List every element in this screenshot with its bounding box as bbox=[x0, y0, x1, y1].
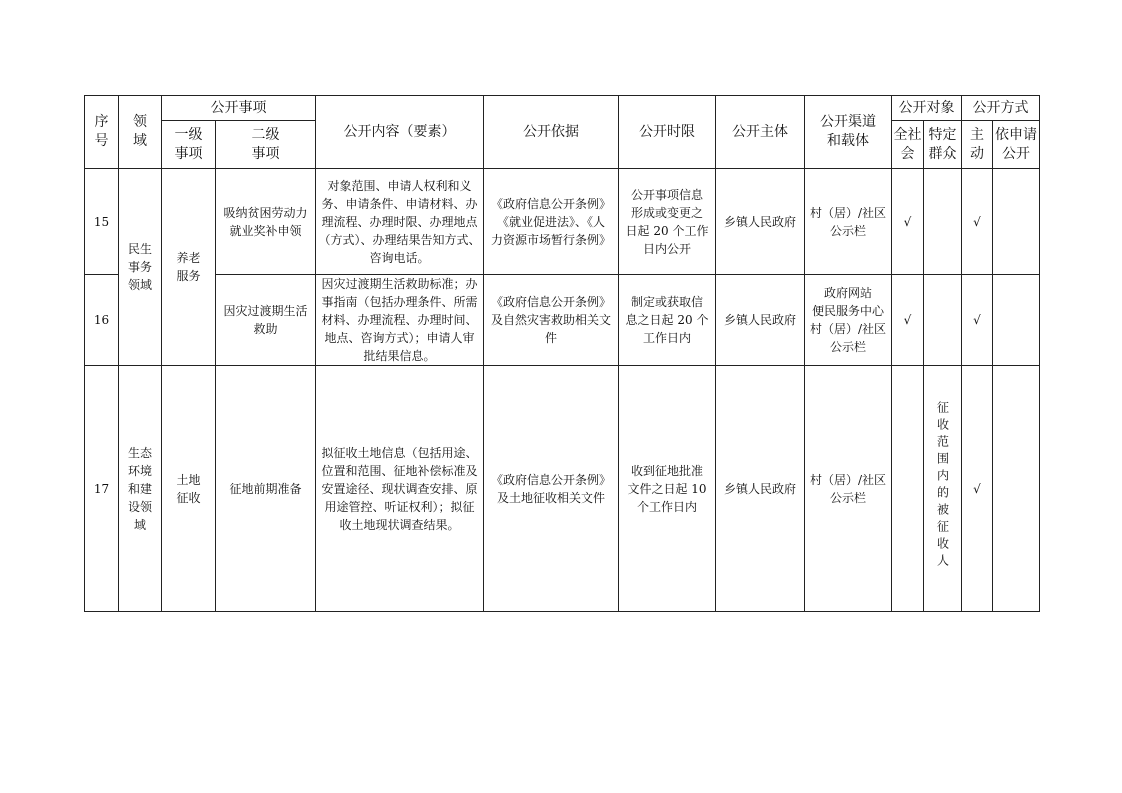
row-target-specific bbox=[924, 366, 962, 612]
header-target-all: 全社 会 bbox=[892, 121, 924, 169]
row-target-all: √ bbox=[892, 169, 924, 275]
header-level1: 一级 事项 bbox=[162, 121, 216, 169]
row-subject: 乡镇人民政府 bbox=[716, 275, 805, 366]
row-time-limit: 公开事项信息 形成或变更之 日起 20 个工作 日内公开 bbox=[619, 169, 716, 275]
row-target-specific bbox=[924, 169, 962, 275]
row-level1: 养老 服务 bbox=[162, 169, 216, 366]
row-content: 因灾过渡期生活救助标准；办 事指南（包括办理条件、所需 材料、办理流程、办理时间、 地点、咨询方式）；申请人审 批结果信息。 bbox=[316, 275, 484, 366]
row-basis: 《政府信息公开条例》 及自然灾害救助相关文 件 bbox=[484, 275, 619, 366]
row-seq: 16 bbox=[85, 275, 119, 366]
row-target-specific-text: 征收范围内的被征收人 bbox=[935, 401, 950, 571]
table-row bbox=[85, 275, 1040, 366]
row-level2: 征地前期准备 bbox=[216, 366, 316, 612]
row-domain: 生态 环境 和建 设领 域 bbox=[119, 366, 162, 612]
row-subject: 乡镇人民政府 bbox=[716, 366, 805, 612]
row-time-limit: 制定或获取信 息之日起 20 个 工作日内 bbox=[619, 275, 716, 366]
header-target: 公开对象 bbox=[892, 96, 962, 121]
row-seq: 15 bbox=[85, 169, 119, 275]
row-level2: 吸纳贫困劳动力 就业奖补申领 bbox=[216, 169, 316, 275]
row-target-all bbox=[892, 366, 924, 612]
row-method-active: √ bbox=[962, 275, 993, 366]
header-seq: 序 号 bbox=[85, 96, 119, 169]
row-seq: 17 bbox=[85, 366, 119, 612]
header-level2: 二级 事项 bbox=[216, 121, 316, 169]
row-channel: 政府网站 便民服务中心 村（居）/社区 公示栏 bbox=[805, 275, 892, 366]
row-domain: 民生 事务 领域 bbox=[119, 169, 162, 366]
header-method: 公开方式 bbox=[962, 96, 1040, 121]
header-basis: 公开依据 bbox=[484, 96, 619, 169]
row-target-specific bbox=[924, 275, 962, 366]
header-channel: 公开渠道 和载体 bbox=[805, 96, 892, 169]
row-channel: 村（居）/社区 公示栏 bbox=[805, 366, 892, 612]
header-target-specific: 特定 群众 bbox=[924, 121, 962, 169]
row-method-active: √ bbox=[962, 169, 993, 275]
header-subject: 公开主体 bbox=[716, 96, 805, 169]
row-method-apply bbox=[993, 366, 1040, 612]
table-row bbox=[85, 169, 1040, 275]
row-content: 对象范围、申请人权利和义 务、申请条件、申请材料、办 理流程、办理时限、办理地点 （方式）、办理结果告知方式、 咨询电话。 bbox=[316, 169, 484, 275]
row-time-limit: 收到征地批准 文件之日起 10 个工作日内 bbox=[619, 366, 716, 612]
table-row bbox=[85, 366, 1040, 612]
row-method-active: √ bbox=[962, 366, 993, 612]
row-basis: 《政府信息公开条例》 《就业促进法》、《人 力资源市场暂行条例》 bbox=[484, 169, 619, 275]
row-basis: 《政府信息公开条例》 及土地征收相关文件 bbox=[484, 366, 619, 612]
row-method-apply bbox=[993, 275, 1040, 366]
row-target-all: √ bbox=[892, 275, 924, 366]
header-domain: 领 域 bbox=[119, 96, 162, 169]
header-method-active: 主 动 bbox=[962, 121, 993, 169]
row-channel: 村（居）/社区 公示栏 bbox=[805, 169, 892, 275]
public-disclosure-table bbox=[84, 95, 1040, 612]
row-subject: 乡镇人民政府 bbox=[716, 169, 805, 275]
row-level1: 土地 征收 bbox=[162, 366, 216, 612]
header-public-item: 公开事项 bbox=[162, 96, 316, 121]
header-method-apply: 依申请 公开 bbox=[993, 121, 1040, 169]
row-content: 拟征收土地信息（包括用途、 位置和范围、征地补偿标准及 安置途径、现状调查安排、原 用途管控、听证权利）；拟征 收土地现状调查结果。 bbox=[316, 366, 484, 612]
header-time-limit: 公开时限 bbox=[619, 96, 716, 169]
header-content: 公开内容（要素） bbox=[316, 96, 484, 169]
row-level2: 因灾过渡期生活 救助 bbox=[216, 275, 316, 366]
row-method-apply bbox=[993, 169, 1040, 275]
